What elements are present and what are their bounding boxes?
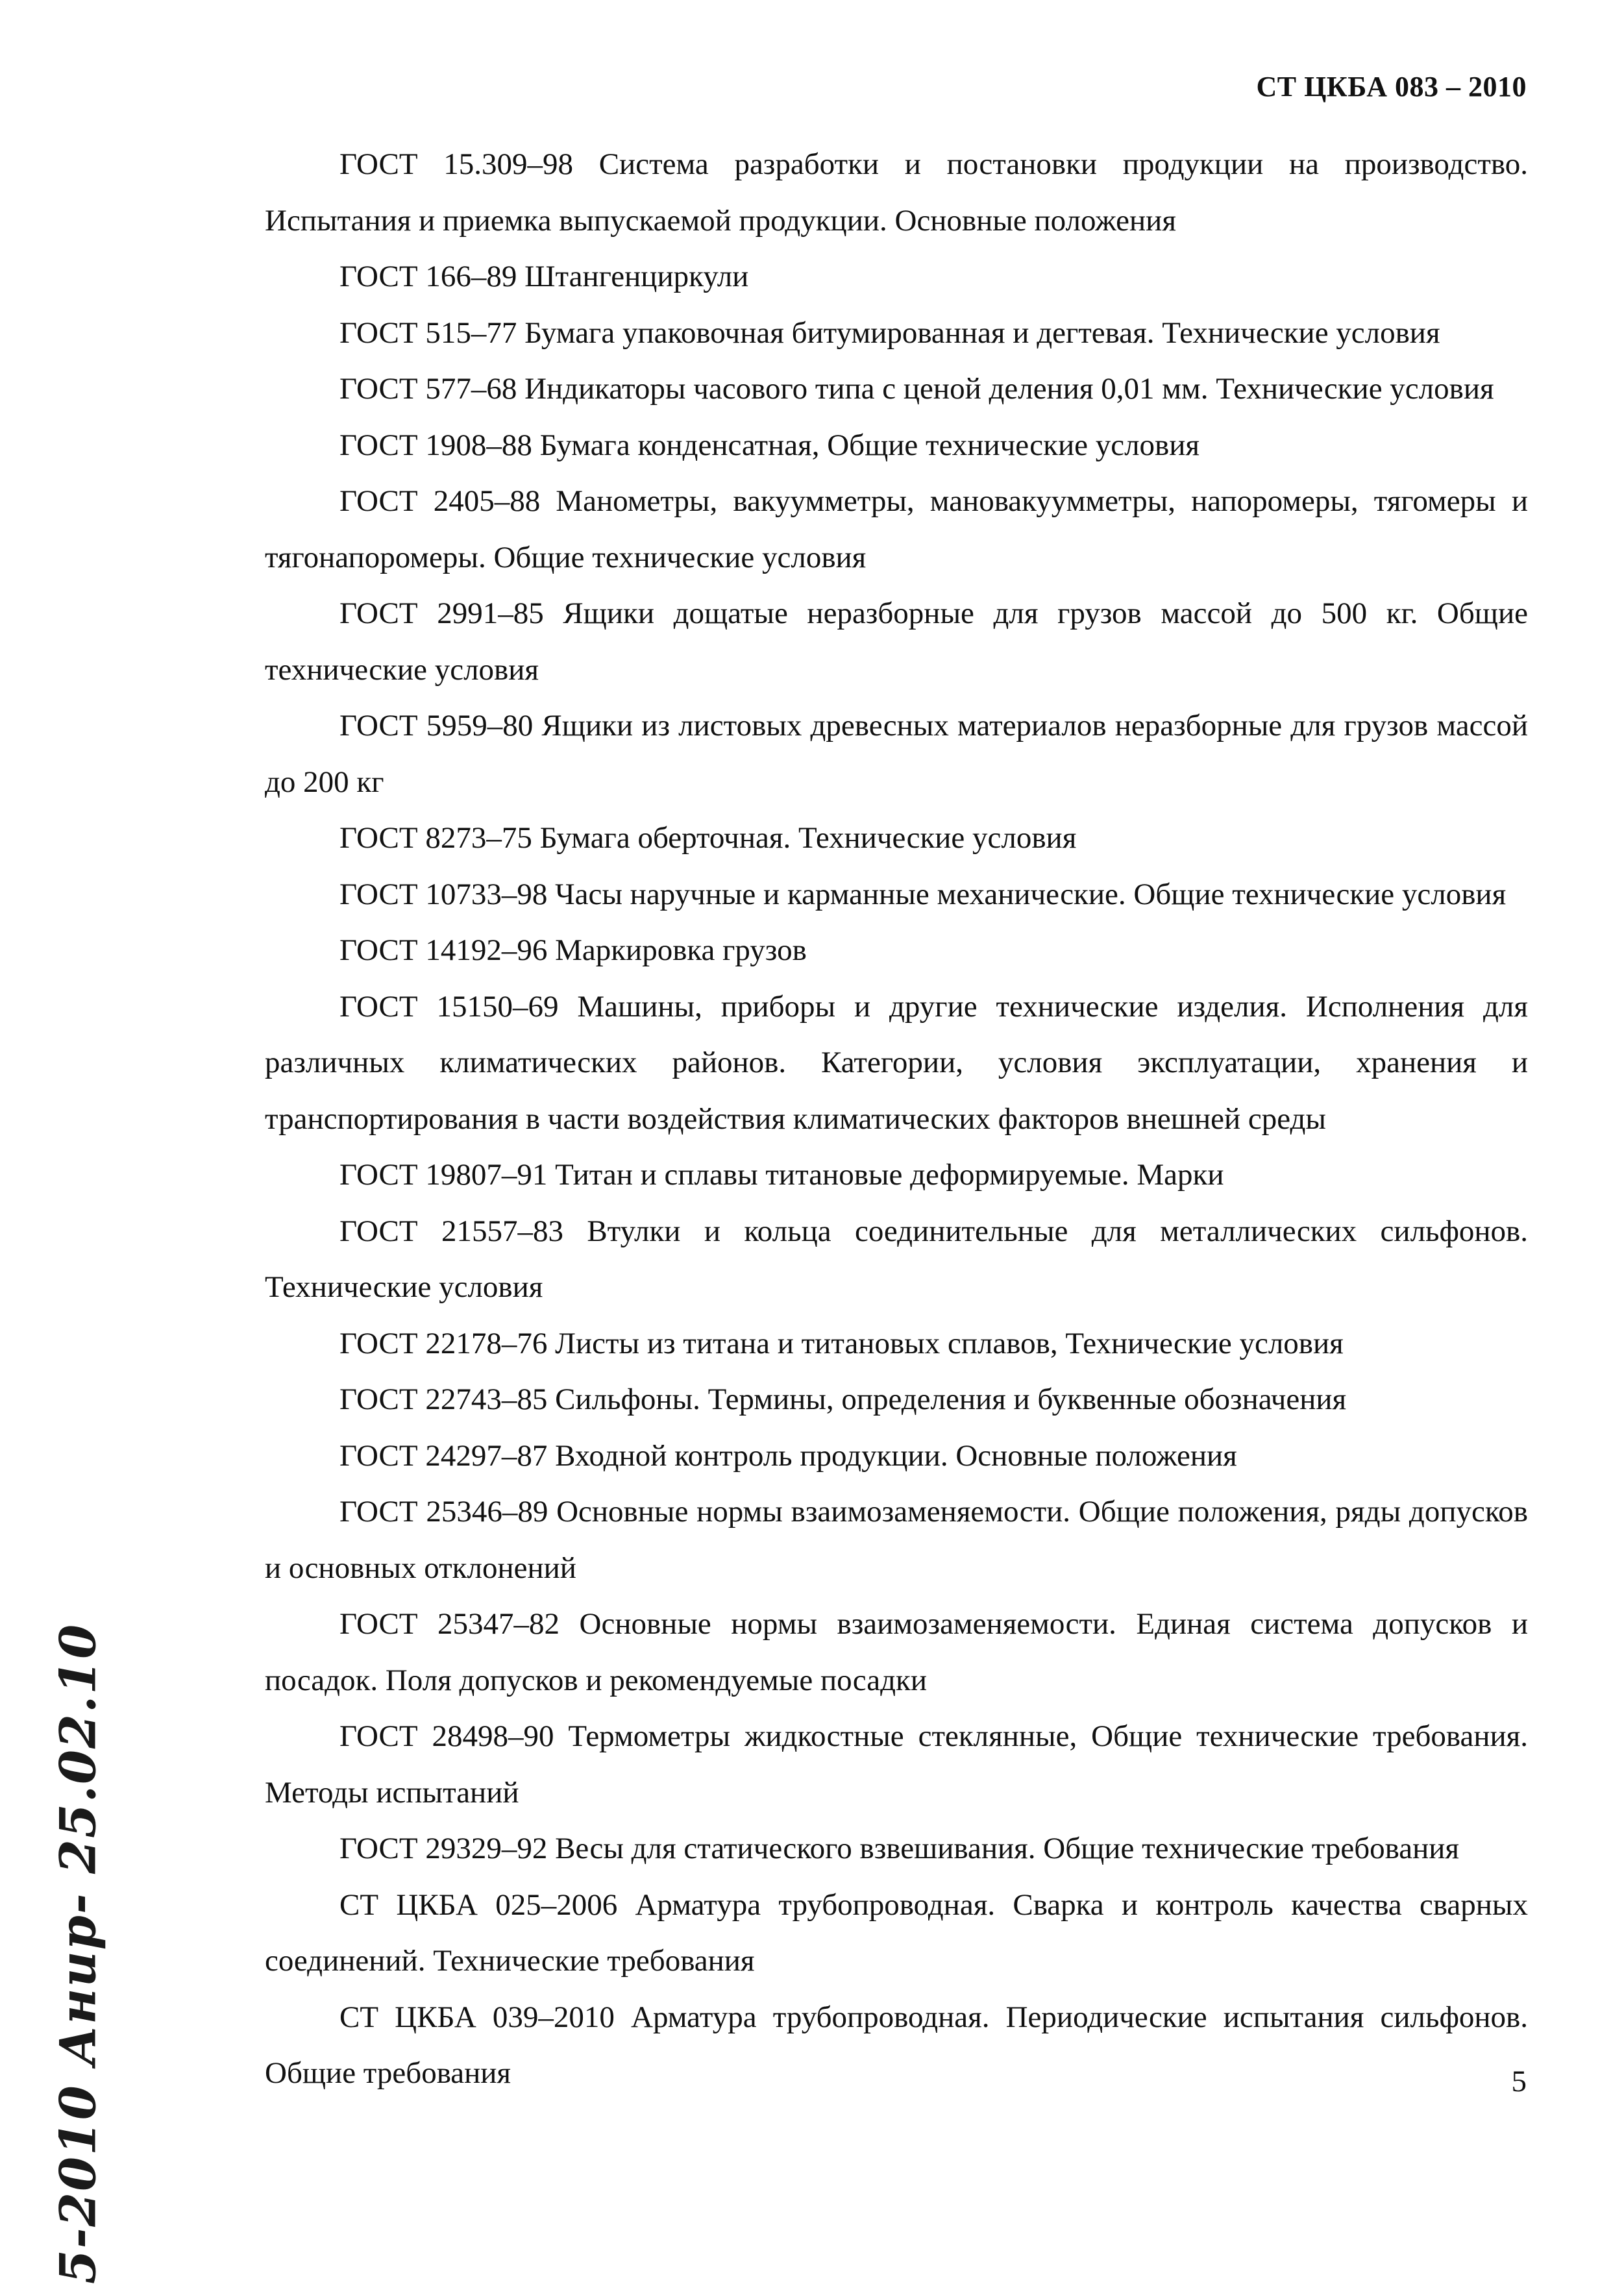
margin-note-text: 5-2010 Анир- 25.02.10 bbox=[49, 1623, 107, 2284]
reference-entry: ГОСТ 29329–92 Весы для статического взвешивания. Общие технические требования bbox=[339, 1832, 1460, 1865]
reference-entry: ГОСТ 24297–87 Входной контроль продукции. Основные положения bbox=[339, 1438, 1237, 1473]
normative-references-list bbox=[265, 136, 1528, 2102]
reference-entry: ГОСТ 515–77 Бумага упаковочная битумированная и дегтевая. Технические условия bbox=[339, 315, 1440, 350]
reference-entry: ГОСТ 22743–85 Сильфоны. Термины, определения и буквенные обозначения bbox=[339, 1382, 1347, 1416]
reference-entry: ГОСТ 1908–88 Бумага конденсатная, Общие технические условия bbox=[339, 428, 1200, 462]
reference-entry: ГОСТ 22178–76 Листы из титана и титановых сплавов, Технические условия bbox=[339, 1326, 1344, 1360]
reference-entry: СТ ЦКБА 039–2010 Арматура трубопроводная. Периодические испытания сильфонов. Общие требования bbox=[265, 2000, 1528, 2090]
page-number: 5 bbox=[1511, 2065, 1527, 2098]
reference-entry: ГОСТ 2991–85 Ящики дощатые неразборные для грузов массой до 500 кг. Общие технические условия bbox=[265, 596, 1528, 687]
reference-entry: ГОСТ 166–89 Штангенциркули bbox=[339, 260, 749, 293]
reference-entry: ГОСТ 8273–75 Бумага оберточная. Технические условия bbox=[339, 821, 1077, 855]
reference-entry: СТ ЦКБА 025–2006 Арматура трубопроводная. Сварка и контроль качества сварных соединений. Технические требования bbox=[265, 1887, 1528, 1978]
reference-entry: ГОСТ 14192–96 Маркировка грузов bbox=[339, 933, 807, 967]
reference-entry: ГОСТ 577–68 Индикаторы часового типа с ценой деления 0,01 мм. Технические условия bbox=[339, 372, 1494, 406]
document-code-header: СТ ЦКБА 083 – 2010 bbox=[1256, 71, 1527, 103]
reference-entry: ГОСТ 25346–89 Основные нормы взаимозаменяемости. Общие положения, ряды допусков и основных отклонений bbox=[265, 1495, 1528, 1585]
reference-entry: ГОСТ 25347–82 Основные нормы взаимозаменяемости. Единая система допусков и посадок. Поля допусков и рекомендуемые посадки bbox=[265, 1607, 1528, 1697]
reference-entry: ГОСТ 19807–91 Титан и сплавы титановые деформируемые. Марки bbox=[339, 1158, 1224, 1192]
reference-entry: ГОСТ 5959–80 Ящики из листовых древесных материалов неразборные для грузов массой до 200 кг bbox=[265, 709, 1528, 799]
reference-entry: ГОСТ 21557–83 Втулки и кольца соединительные для металлических сильфонов. Технические условия bbox=[265, 1214, 1528, 1304]
reference-entry: ГОСТ 10733–98 Часы наручные и карманные механические. Общие технические условия bbox=[339, 877, 1507, 911]
reference-entry: ГОСТ 15150–69 Машины, приборы и другие технические изделия. Исполнения для различных климатических районов. Категории, условия эксплуатации, хранения и транспортирования в части воздействия климатических факторов внешней среды bbox=[265, 989, 1528, 1136]
handwritten-margin-note bbox=[36, 1623, 120, 2284]
reference-entry: ГОСТ 28498–90 Термометры жидкостные стеклянные, Общие технические требования. Методы испытаний bbox=[265, 1719, 1528, 1810]
reference-entry: ГОСТ 15.309–98 Система разработки и постановки продукции на производство. Испытания и приемка выпускаемой продукции. Основные положения bbox=[265, 147, 1528, 238]
reference-entry: ГОСТ 2405–88 Манометры, вакуумметры, мановакуумметры, напоромеры, тягомеры и тягонапоромеры. Общие технические условия bbox=[265, 484, 1528, 574]
